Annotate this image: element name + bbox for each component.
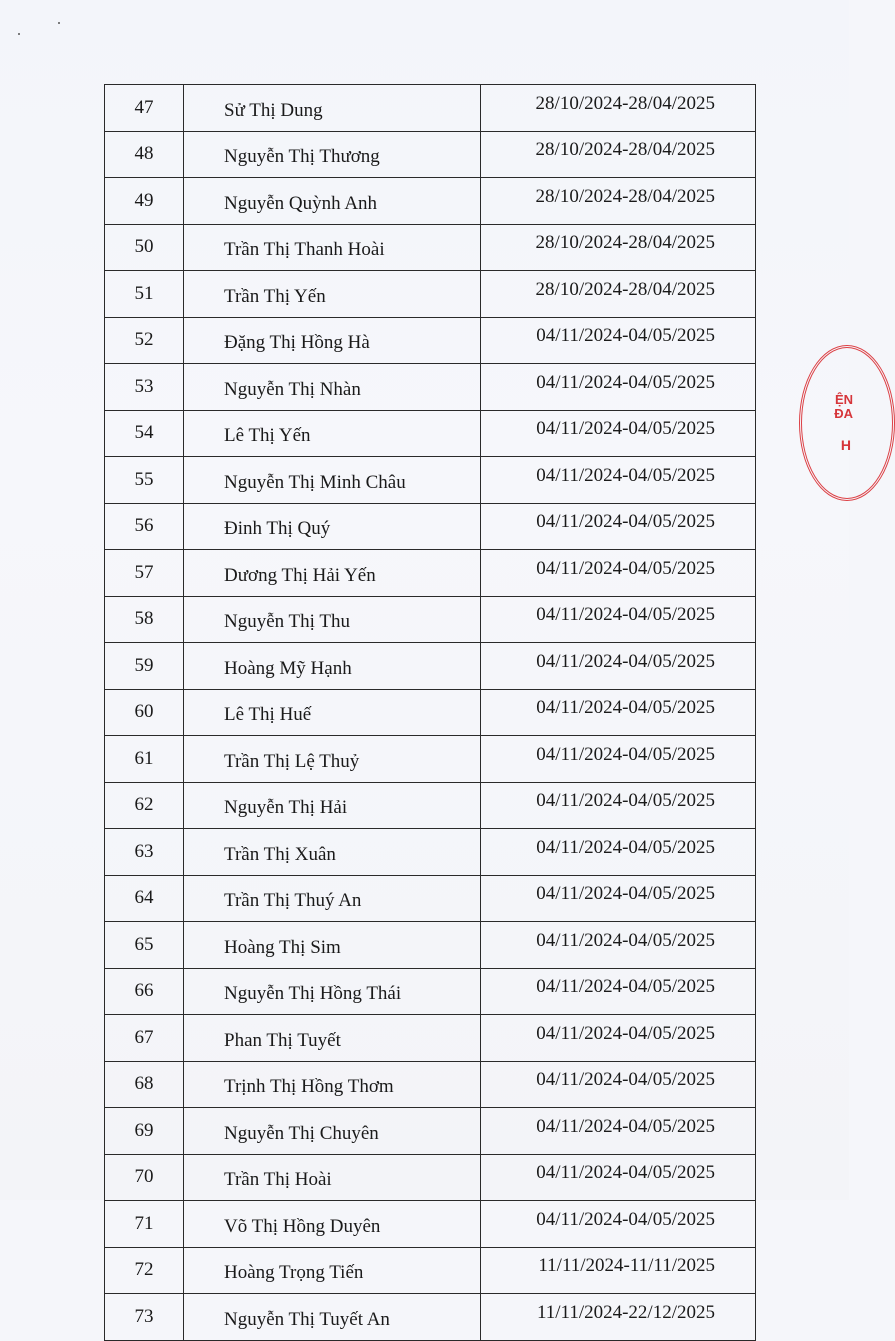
date-range: 28/10/2024-28/04/2025 [481, 131, 756, 178]
table-row [105, 550, 756, 597]
table-row [105, 829, 756, 876]
table-row [105, 1154, 756, 1201]
seal-ring [799, 345, 895, 501]
table-row [105, 1247, 756, 1294]
table-row [105, 782, 756, 829]
employee-name: Nguyễn Quỳnh Anh [184, 178, 481, 225]
employee-name: Trần Thị Xuân [184, 829, 481, 876]
date-range: 04/11/2024-04/05/2025 [481, 1154, 756, 1201]
table-row [105, 271, 756, 318]
table-row [105, 178, 756, 225]
table-row [105, 131, 756, 178]
row-number: 72 [105, 1247, 184, 1294]
employee-name: Nguyễn Thị Thương [184, 131, 481, 178]
table-row [105, 1061, 756, 1108]
table-row [105, 596, 756, 643]
date-range: 04/11/2024-04/05/2025 [481, 782, 756, 829]
scan-speck [18, 33, 20, 35]
employee-name: Phan Thị Tuyết [184, 1015, 481, 1062]
employee-name: Nguyễn Thị Hải [184, 782, 481, 829]
employee-name: Trần Thị Thuý An [184, 875, 481, 922]
employee-name: Hoàng Mỹ Hạnh [184, 643, 481, 690]
employee-name: Nguyễn Thị Nhàn [184, 364, 481, 411]
table-row [105, 1294, 756, 1341]
table-row [105, 317, 756, 364]
row-number: 60 [105, 689, 184, 736]
employee-name: Hoàng Thị Sim [184, 922, 481, 969]
employee-name: Sử Thị Dung [184, 85, 481, 132]
row-number: 66 [105, 968, 184, 1015]
employee-name: Đặng Thị Hồng Hà [184, 317, 481, 364]
table-row [105, 689, 756, 736]
employee-name: Nguyễn Thị Tuyết An [184, 1294, 481, 1341]
date-range: 04/11/2024-04/05/2025 [481, 922, 756, 969]
table-row [105, 736, 756, 783]
date-range: 04/11/2024-04/05/2025 [481, 364, 756, 411]
table-row [105, 457, 756, 504]
row-number: 49 [105, 178, 184, 225]
row-number: 68 [105, 1061, 184, 1108]
date-range: 04/11/2024-04/05/2025 [481, 1108, 756, 1155]
row-number: 67 [105, 1015, 184, 1062]
date-range: 04/11/2024-04/05/2025 [481, 829, 756, 876]
date-range: 28/10/2024-28/04/2025 [481, 224, 756, 271]
employee-name: Lê Thị Huế [184, 689, 481, 736]
row-number: 52 [105, 317, 184, 364]
table-row [105, 643, 756, 690]
row-number: 47 [105, 85, 184, 132]
table-row [105, 1108, 756, 1155]
scan-speck [58, 22, 60, 24]
table-row [105, 968, 756, 1015]
table-row [105, 503, 756, 550]
row-number: 58 [105, 596, 184, 643]
date-range: 04/11/2024-04/05/2025 [481, 689, 756, 736]
date-range: 04/11/2024-04/05/2025 [481, 736, 756, 783]
table-row [105, 410, 756, 457]
date-range: 04/11/2024-04/05/2025 [481, 875, 756, 922]
row-number: 63 [105, 829, 184, 876]
row-number: 61 [105, 736, 184, 783]
row-number: 65 [105, 922, 184, 969]
employee-name: Võ Thị Hồng Duyên [184, 1201, 481, 1248]
employee-name: Đinh Thị Quý [184, 503, 481, 550]
date-range: 11/11/2024-22/12/2025 [481, 1294, 756, 1341]
date-range: 04/11/2024-04/05/2025 [481, 1015, 756, 1062]
employee-name: Nguyễn Thị Hồng Thái [184, 968, 481, 1015]
table-row [105, 922, 756, 969]
seal-text: ỆN [834, 392, 853, 407]
date-range: 04/11/2024-04/05/2025 [481, 968, 756, 1015]
date-range: 28/10/2024-28/04/2025 [481, 271, 756, 318]
row-number: 59 [105, 643, 184, 690]
row-number: 70 [105, 1154, 184, 1201]
row-number: 73 [105, 1294, 184, 1341]
seal-text: H [840, 437, 851, 453]
table-row [105, 364, 756, 411]
date-range: 04/11/2024-04/05/2025 [481, 317, 756, 364]
date-range: 04/11/2024-04/05/2025 [481, 1201, 756, 1248]
seal-text: ĐA [834, 406, 853, 421]
employee-name: Nguyễn Thị Thu [184, 596, 481, 643]
employee-name: Nguyễn Thị Chuyên [184, 1108, 481, 1155]
employee-name: Trần Thị Lệ Thuỷ [184, 736, 481, 783]
employee-name: Lê Thị Yến [184, 410, 481, 457]
table-row [105, 1015, 756, 1062]
employee-name: Trần Thị Yến [184, 271, 481, 318]
date-range: 28/10/2024-28/04/2025 [481, 178, 756, 225]
row-number: 54 [105, 410, 184, 457]
row-number: 71 [105, 1201, 184, 1248]
row-number: 64 [105, 875, 184, 922]
row-number: 50 [105, 224, 184, 271]
row-number: 55 [105, 457, 184, 504]
row-number: 56 [105, 503, 184, 550]
row-number: 69 [105, 1108, 184, 1155]
employee-name: Trịnh Thị Hồng Thơm [184, 1061, 481, 1108]
date-range: 04/11/2024-04/05/2025 [481, 410, 756, 457]
row-number: 53 [105, 364, 184, 411]
date-range: 11/11/2024-11/11/2025 [481, 1247, 756, 1294]
red-seal-stamp [815, 345, 855, 495]
date-range: 04/11/2024-04/05/2025 [481, 596, 756, 643]
table-body [105, 85, 756, 1341]
employee-name: Trần Thị Thanh Hoài [184, 224, 481, 271]
row-number: 62 [105, 782, 184, 829]
date-range: 04/11/2024-04/05/2025 [481, 503, 756, 550]
row-number: 57 [105, 550, 184, 597]
date-range: 04/11/2024-04/05/2025 [481, 550, 756, 597]
employee-name: Trần Thị Hoài [184, 1154, 481, 1201]
employee-name: Nguyễn Thị Minh Châu [184, 457, 481, 504]
row-number: 48 [105, 131, 184, 178]
table-row [105, 85, 756, 132]
date-range: 04/11/2024-04/05/2025 [481, 1061, 756, 1108]
date-range: 28/10/2024-28/04/2025 [481, 85, 756, 132]
table-row [105, 875, 756, 922]
employee-name: Dương Thị Hải Yến [184, 550, 481, 597]
date-range: 04/11/2024-04/05/2025 [481, 457, 756, 504]
employee-name: Hoàng Trọng Tiến [184, 1247, 481, 1294]
employee-table [104, 84, 756, 1341]
date-range: 04/11/2024-04/05/2025 [481, 643, 756, 690]
table-row [105, 1201, 756, 1248]
row-number: 51 [105, 271, 184, 318]
table-row [105, 224, 756, 271]
